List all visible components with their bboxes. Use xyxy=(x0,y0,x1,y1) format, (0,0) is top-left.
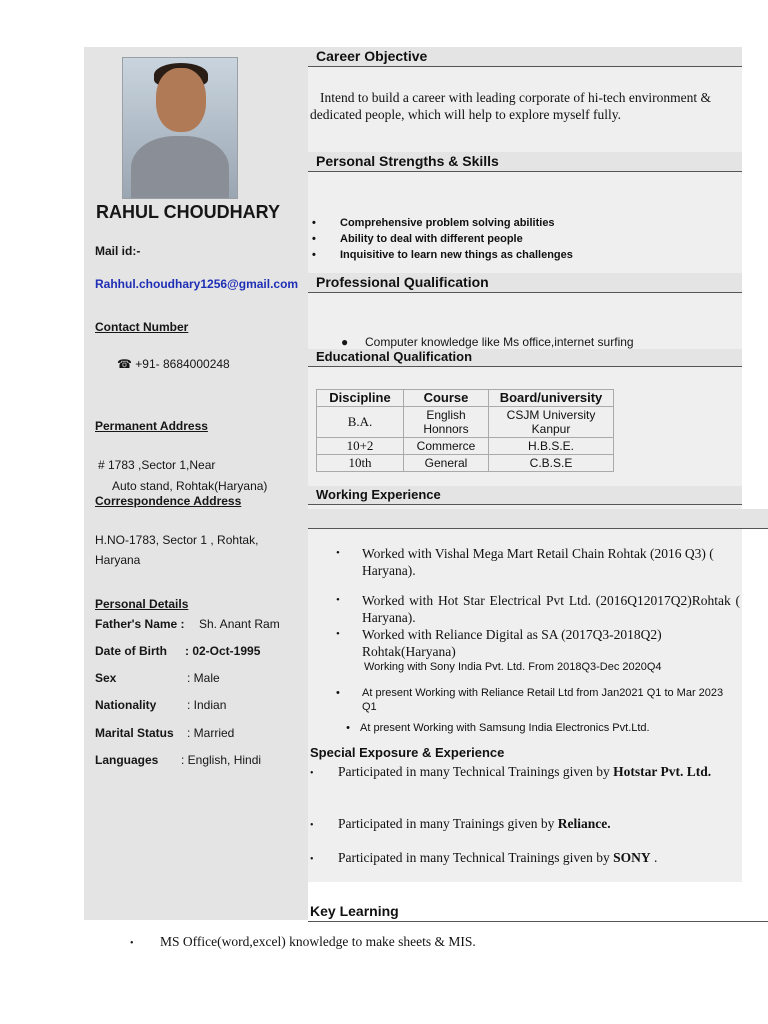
strengths-list xyxy=(312,217,573,265)
professional-item: ● Computer knowledge like Ms office,internet surfing xyxy=(341,335,634,349)
list-item: • Participated in many Technical Trainings given by SONY . xyxy=(310,850,658,865)
detail-key: Date of Birth xyxy=(95,644,167,658)
strengths-header: Personal Strengths & Skills xyxy=(308,152,742,172)
list-item: • Inquisitive to learn new things as challenges xyxy=(312,249,573,261)
table-row xyxy=(317,455,614,472)
table-cell: H.B.S.E. xyxy=(489,438,614,455)
profile-photo xyxy=(122,57,238,199)
table-cell: 10+2 xyxy=(317,438,404,455)
table-cell: CSJM University Kanpur xyxy=(489,407,614,438)
professional-header: Professional Qualification xyxy=(308,273,742,293)
list-item: • Worked with Reliance Digital as SA (2017Q3-2018Q2) Rohtak(Haryana) xyxy=(336,627,662,659)
candidate-name: RAHUL CHOUDHARY xyxy=(96,202,280,222)
detail-value: : English, Hindi xyxy=(181,753,262,767)
table-cell: Commerce xyxy=(404,438,489,455)
detail-key: Nationality xyxy=(95,698,157,712)
detail-value: Sh. Anant Ram xyxy=(199,617,280,631)
table-header: Discipline xyxy=(317,390,404,407)
list-item: • At present Working with Samsung India Electronics Pvt.Ltd. xyxy=(346,722,650,734)
table-cell: C.B.S.E xyxy=(489,455,614,472)
table-cell: General xyxy=(404,455,489,472)
key-learning-item: • MS Office(word,excel) knowledge to make sheets & MIS. xyxy=(130,934,476,949)
mail-label: Mail id:- xyxy=(95,244,141,258)
detail-value: : Married xyxy=(187,726,235,740)
career-objective-text: Intend to build a career with leading corporate of hi-tech environment & dedicated people, which will help to explore myself fully. xyxy=(310,90,711,122)
phone-icon: ☎ xyxy=(117,357,132,371)
table-cell: English Honnors xyxy=(404,407,489,438)
permanent-address-line1: # 1783 ,Sector 1,Near xyxy=(98,458,216,472)
work-list xyxy=(336,545,740,735)
permanent-address-label: Permanent Address xyxy=(95,419,208,433)
key-learning-header: Key Learning xyxy=(308,902,768,922)
list-item: • Ability to deal with different people xyxy=(312,233,523,245)
list-item: Working with Sony India Pvt. Ltd. From 2018Q3-Dec 2020Q4 xyxy=(364,661,662,673)
correspondence-address-line2: Haryana xyxy=(95,553,141,567)
correspondence-address-label: Correspondence Address xyxy=(95,494,242,508)
detail-key: Marital Status xyxy=(95,726,174,740)
permanent-address-line2: Auto stand, Rohtak(Haryana) xyxy=(112,479,268,493)
phone-row xyxy=(117,357,230,371)
section-divider xyxy=(308,509,768,529)
personal-details-label: Personal Details xyxy=(95,597,189,611)
career-objective-header: Career Objective xyxy=(308,47,742,67)
educational-header: Educational Qualification xyxy=(308,349,742,367)
list-item: • Participated in many Technical Trainings given by Hotstar Pvt. Ltd. xyxy=(310,764,712,779)
table-row xyxy=(317,407,614,438)
table-cell: B.A. xyxy=(317,407,404,438)
special-exposure-header: Special Exposure & Experience xyxy=(310,745,505,760)
table-header: Board/university xyxy=(489,390,614,407)
list-item: • Worked with Vishal Mega Mart Retail Chain Rohtak (2016 Q3) ( Haryana). xyxy=(336,546,714,578)
table-header: Course xyxy=(404,390,489,407)
list-item: • At present Working with Reliance Retail Ltd from Jan2021 Q1 to Mar 2023 Q1 xyxy=(336,687,724,713)
list-item: • Worked with Hot Star Electrical Pvt Ltd. (2016Q12017Q2)Rohtak ( Haryana). xyxy=(336,593,740,625)
table-cell: 10th xyxy=(317,455,404,472)
detail-value: : 02-Oct-1995 xyxy=(185,644,261,658)
detail-value: : Indian xyxy=(187,698,227,712)
table-row xyxy=(317,438,614,455)
table-header-row xyxy=(317,390,614,407)
phone-number: +91- 8684000248 xyxy=(135,357,230,371)
list-item: • Participated in many Trainings given by Reliance. xyxy=(310,816,611,831)
working-experience-header: Working Experience xyxy=(308,486,742,505)
correspondence-address-line1: H.NO-1783, Sector 1 , Rohtak, xyxy=(95,533,259,547)
detail-key: Languages xyxy=(95,753,159,767)
list-item: • Comprehensive problem solving abilities xyxy=(312,217,555,229)
detail-key: Sex xyxy=(95,671,117,685)
education-table xyxy=(316,389,614,472)
detail-value: : Male xyxy=(187,671,220,685)
email-link[interactable]: Rahhul.choudhary1256@gmail.com xyxy=(95,277,299,291)
contact-label: Contact Number xyxy=(95,320,189,334)
detail-key: Father's Name : xyxy=(95,617,185,631)
